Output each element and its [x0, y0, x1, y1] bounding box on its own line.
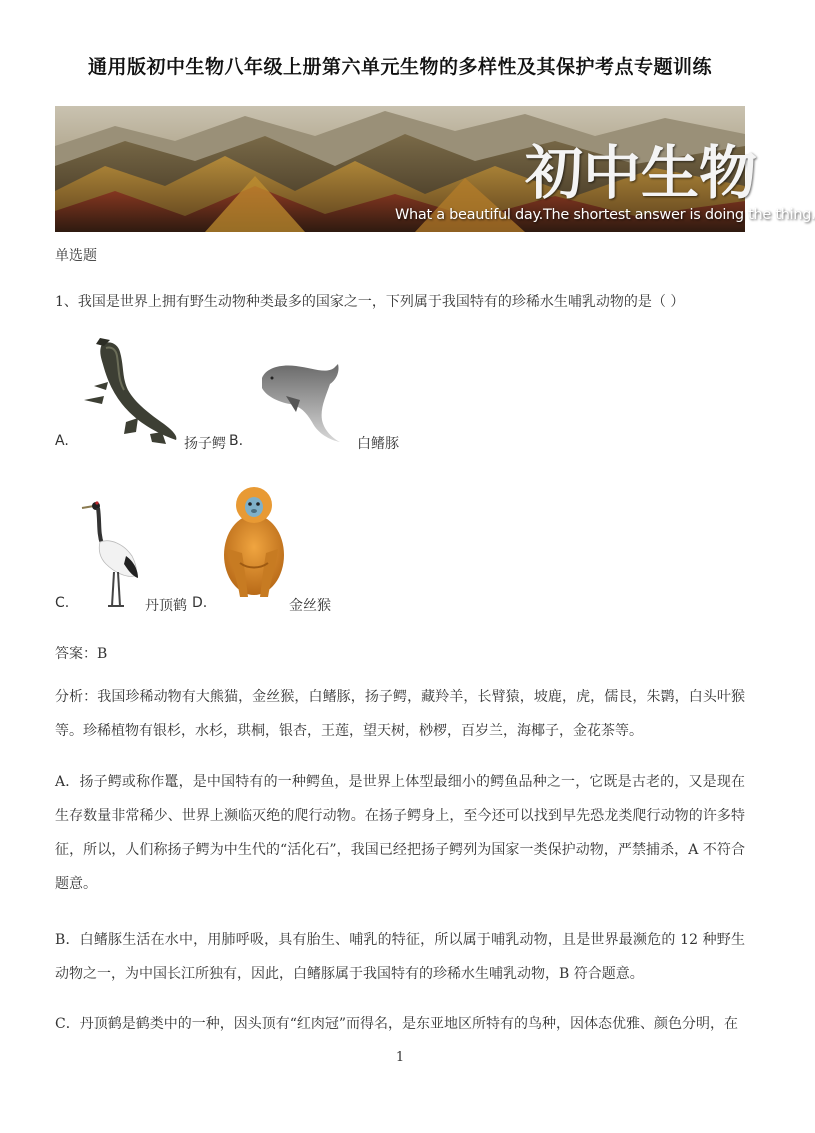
page-number: 1 — [395, 1050, 405, 1065]
explanation-c: C．丹顶鹤是鹤类中的一种，因头顶有“红肉冠”而得名，是东亚地区所特有的鸟种，因体态优雅、颜色分明，在 — [55, 1016, 739, 1032]
option-d-letter: D. — [192, 595, 208, 611]
banner-char: 中 — [583, 139, 642, 207]
option-c-letter: C. — [55, 595, 70, 611]
banner-char: 物 — [699, 139, 758, 207]
option-b-label: 白鳍豚 — [357, 436, 399, 452]
explanation-b: B．白鳍豚生活在水中，用肺呼吸，具有胎生、哺乳的特征，所以属于哺乳动物，且是世界最濒危的 12 种野生动物之一，为中国长江所独有，因此，白鳍豚属于我国特有的珍稀水生哺乳动物，B 符合题意。 — [55, 932, 745, 982]
option-b-letter: B. — [229, 433, 244, 449]
option-a-letter: A. — [55, 433, 69, 449]
banner-char: 生 — [641, 139, 700, 207]
document-title: 通用版初中生物八年级上册第六单元生物的多样性及其保护考点专题训练 — [87, 56, 712, 78]
analysis-paragraph: 分析：我国珍稀动物有大熊猫，金丝猴，白鳍豚，扬子鳄，藏羚羊，长臂猿，坡鹿，虎，儒艮，朱鹮，白头叶猴等。珍稀植物有银杉，水杉，珙桐，银杏，王莲，望天树，桫椤，百岁兰，海椰子，金花茶等。 — [55, 689, 745, 739]
section-label: 单选题 — [55, 248, 97, 264]
option-d-label: 金丝猴 — [289, 598, 331, 614]
question-text: 1、我国是世界上拥有野生动物种类最多的国家之一，下列属于我国特有的珍稀水生哺乳动物的是（ ） — [55, 294, 685, 310]
option-c-label: 丹顶鹤 — [145, 598, 187, 614]
dolphin-image — [256, 360, 342, 444]
option-a-label: 扬子鳄 — [184, 436, 226, 452]
alligator-image — [80, 338, 182, 446]
monkey-image — [218, 483, 288, 601]
explanation-a: A．扬子鳄或称作鼍，是中国特有的一种鳄鱼，是世界上体型最细小的鳄鱼品种之一，它既是古老的，又是现在生存数量非常稀少、世界上濒临灭绝的爬行动物。在扬子鳄身上，至今还可以找到早先恐龙类爬行动物的许多特征，所以，人们称扬子鳄为中生代的“活化石”，我国已经把扬子鳄列为国家一类保护动物，严禁捕杀，A 不符合题意。 — [55, 774, 745, 892]
answer-text: 答案：B — [55, 646, 108, 662]
crane-image — [80, 498, 142, 608]
banner-image — [55, 106, 815, 232]
banner-char: 初 — [525, 139, 584, 207]
banner-english-text: What a beautiful day.The shortest answer is doing the thing. — [395, 207, 815, 223]
